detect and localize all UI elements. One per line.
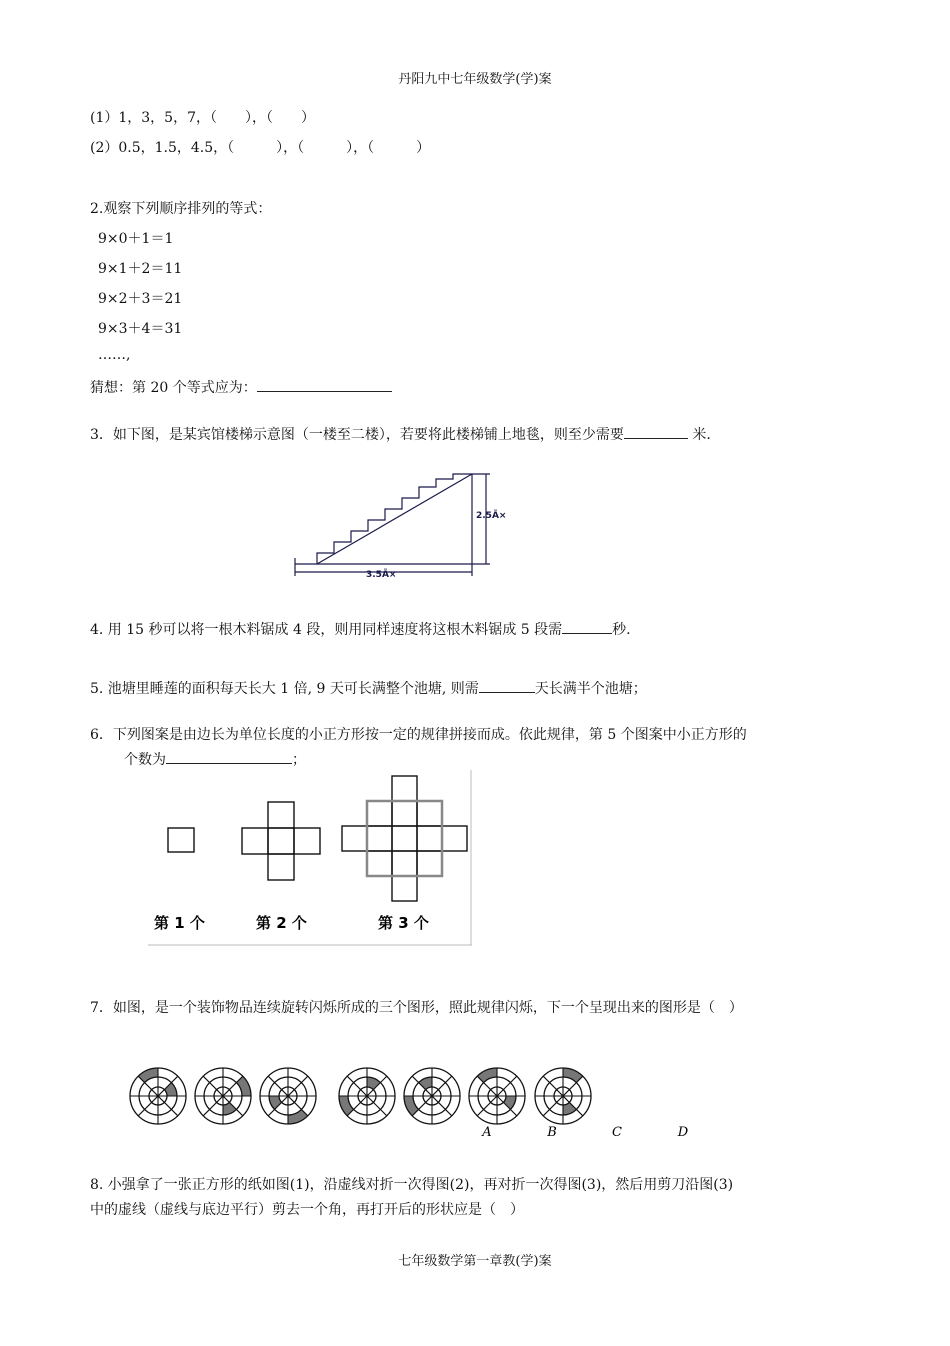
- pattern-2-label: 第 2 个: [256, 914, 307, 932]
- option-wheel-C: [469, 1068, 525, 1124]
- pattern-3-label: 第 3 个: [378, 914, 429, 932]
- pattern-1-square: [168, 828, 194, 852]
- q2-equation-2: 9×1＋2＝11: [98, 261, 183, 277]
- q6-line-2-label: 个数为: [124, 752, 166, 768]
- q3-text-before: 3．如下图，是某宾馆楼梯示意图（一楼至二楼），若要将此楼梯铺上地毯，则至少需要: [90, 427, 624, 443]
- q4-answer-blank[interactable]: [562, 619, 612, 634]
- q2-answer-blank[interactable]: [257, 377, 392, 392]
- option-a-label: A: [482, 1125, 492, 1140]
- wheel-3: [260, 1068, 316, 1124]
- q4-text-before: 4. 用 15 秒可以将一根木料锯成 4 段，则用同样速度将这根木料锯成 5 段需: [90, 622, 563, 638]
- q2-ellipsis: ……,: [98, 347, 131, 363]
- pattern-3: [342, 776, 467, 901]
- option-wheel-D: [535, 1068, 591, 1124]
- q1-line-1: (1）1，3，5，7，（ ），（ ）: [90, 110, 315, 126]
- q5-text-after: 天长满半个池塘；: [534, 681, 647, 697]
- staircase-height-label: 2.5Ã×: [476, 511, 507, 521]
- q6-line-2: [124, 749, 306, 769]
- q3-text: [90, 424, 711, 444]
- q6-line-1: 6．下列图案是由边长为单位长度的小正方形按一定的规律拼接而成。依此规律，第 5 个图案中小正方形的: [90, 727, 747, 743]
- option-c-label: C: [612, 1125, 622, 1140]
- q5-answer-blank[interactable]: [479, 678, 535, 693]
- wheel-1: [130, 1068, 186, 1124]
- q3-answer-blank[interactable]: [624, 424, 688, 439]
- q2-guess-label: 猜想：第 20 个等式应为：: [90, 380, 257, 396]
- wheel-2: [195, 1068, 251, 1124]
- q2-equation-4: 9×3＋4＝31: [98, 321, 183, 337]
- square-pattern-figure: [148, 770, 474, 946]
- q8-line-1: 8. 小强拿了一张正方形的纸如图(1)，沿虚线对折一次得图(2)，再对折一次得图(3)，然后用剪刀沿图(3): [90, 1177, 734, 1193]
- pattern-1-label: 第 1 个: [154, 914, 205, 932]
- q7-text: 7．如图，是一个装饰物品连续旋转闪烁所成的三个图形，照此规律闪烁，下一个呈现出来的图形是（ ）: [90, 1000, 743, 1016]
- q1-line-2: (2）0.5，1.5，4.5，（ ），（ ），（ ）: [90, 140, 431, 156]
- rotating-wheels-figure: [120, 1060, 689, 1140]
- q3-text-after: 米.: [687, 427, 711, 443]
- option-b-label: B: [547, 1125, 557, 1140]
- q6-line-2-end: ；: [292, 752, 306, 768]
- q2-title: 2.观察下列顺序排列的等式：: [90, 201, 272, 217]
- staircase-width-label: 3.5Ã×: [366, 570, 397, 580]
- q8-line-2: 中的虚线（虚线与底边平行）剪去一个角，再打开后的形状应是（ ）: [90, 1202, 524, 1218]
- q4-text-after: 秒.: [612, 622, 631, 638]
- q5-text: [90, 678, 647, 698]
- q2-equation-1: 9×0＋1＝1: [98, 231, 174, 247]
- q2-equation-3: 9×2＋3＝21: [98, 291, 183, 307]
- option-d-label: D: [677, 1125, 689, 1140]
- pattern-2: [242, 802, 320, 880]
- q4-text: [90, 619, 631, 639]
- q5-text-before: 5. 池塘里睡莲的面积每天长大 1 倍, 9 天可长满整个池塘, 则需: [90, 681, 479, 697]
- page-footer: 七年级数学第一章教(学)案: [398, 1254, 552, 1269]
- q6-answer-blank[interactable]: [166, 749, 292, 764]
- staircase-diagram: [290, 468, 507, 580]
- page-header: 丹阳九中七年级数学(学)案: [398, 72, 552, 87]
- option-wheel-B: [404, 1068, 460, 1124]
- option-wheel-A: [339, 1068, 395, 1124]
- q2-guess: [90, 377, 392, 397]
